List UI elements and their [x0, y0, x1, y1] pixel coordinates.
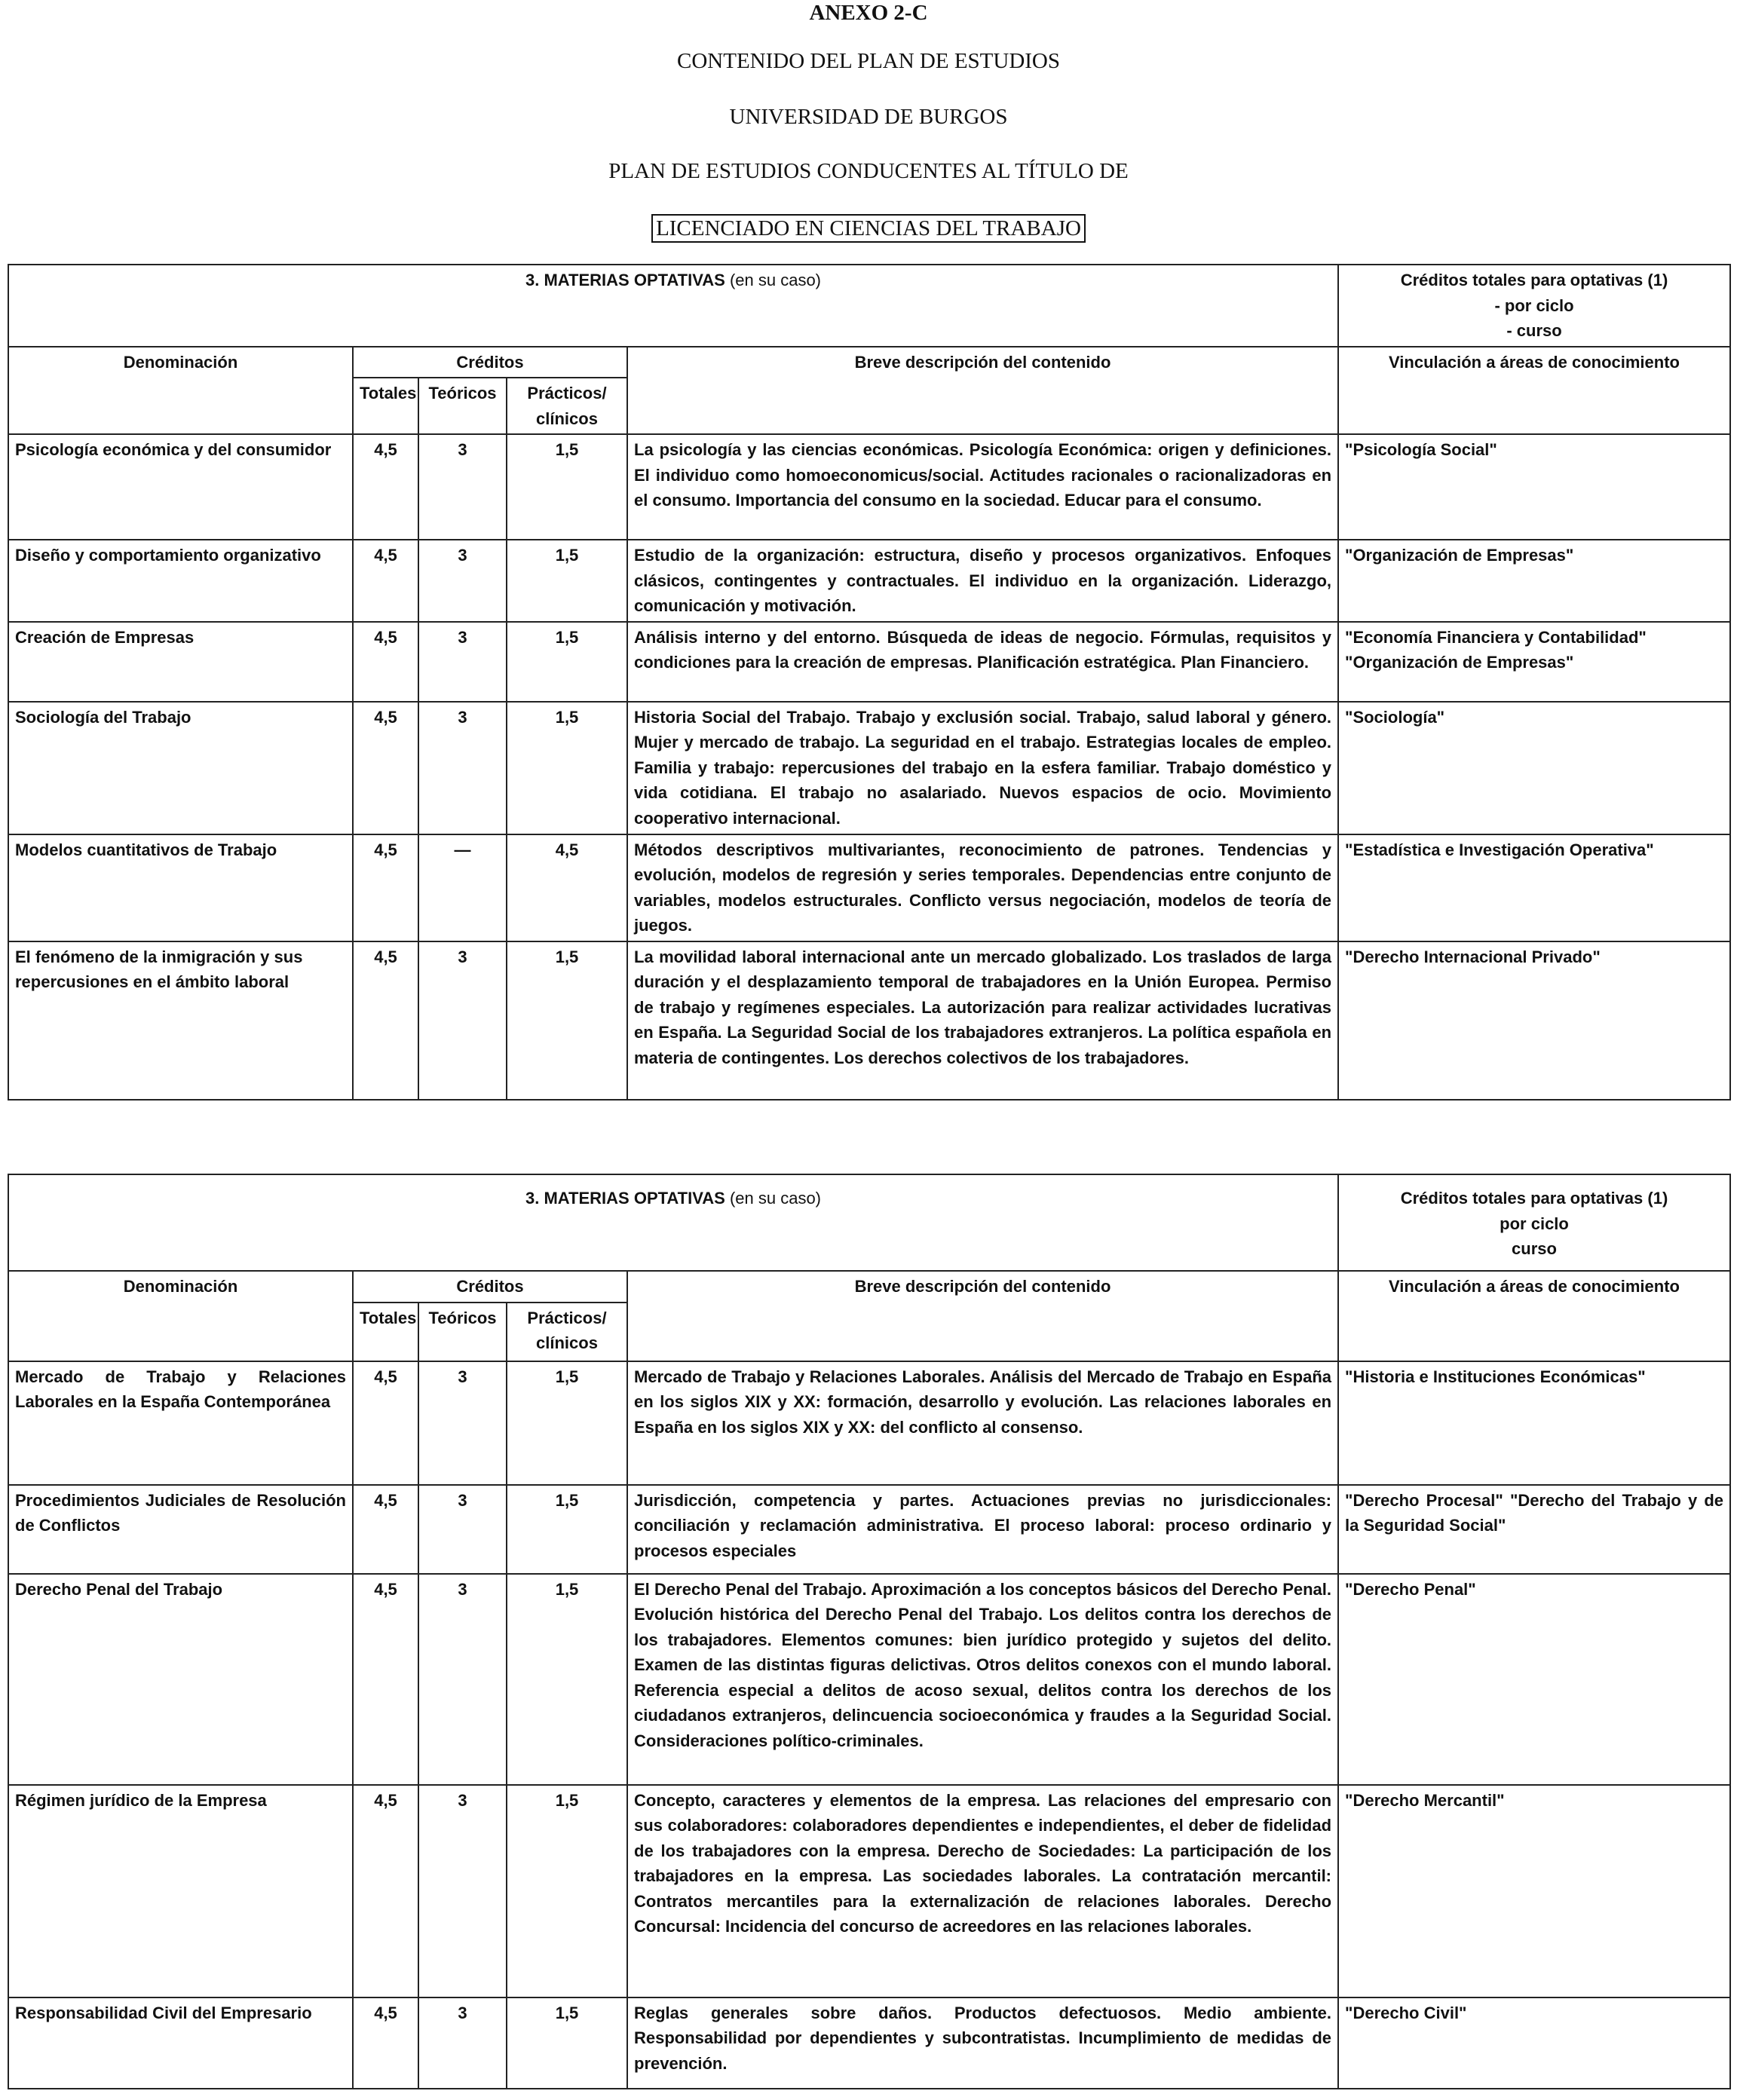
knowledge-area: "Economía Financiera y Contabilidad" "Organización de Empresas"	[1338, 622, 1730, 702]
subject-name: El fenómeno de la inmigración y sus repercusiones en el ámbito laboral	[8, 941, 353, 1100]
credits-theory: 3	[418, 1785, 507, 1997]
col-credits-header: Créditos	[353, 347, 627, 378]
credits-total: 4,5	[353, 1997, 418, 2089]
col-total-header: Totales	[353, 378, 418, 434]
optional-subjects-table-2	[8, 1174, 1731, 2089]
table-row	[8, 941, 1730, 1100]
table-title: 3. MATERIAS OPTATIVAS (en su caso)	[8, 265, 1338, 347]
credits-theory: 3	[418, 1574, 507, 1785]
subject-description: La movilidad laboral internacional ante un mercado globalizado. Los traslados de larga duración y el desplazamiento temporal de trabajadores en la Unión Europea. Permiso de trabajo y regímenes especiales. La autorización para realizar actividades lucrativas en España. La Seguridad Social de los trabajadores extranjeros. La política española en materia de contingentes. Los derechos colectivos de los trabajadores.	[627, 941, 1338, 1100]
subject-description: Estudio de la organización: estructura, diseño y procesos organizativos. Enfoques clásicos, contingentes y contractuales. El individuo en la organización. Liderazgo, comunicación y motivación.	[627, 540, 1338, 622]
subject-name: Creación de Empresas	[8, 622, 353, 702]
subject-description: Jurisdicción, competencia y partes. Actuaciones previas no jurisdiccionales: conciliación y reclamación administrativa. El proceso laboral: proceso ordinario y procesos especiales	[627, 1485, 1338, 1574]
credits-practice: 1,5	[507, 1785, 627, 1997]
col-practice-header: Prácticos/ clínicos	[507, 378, 627, 434]
knowledge-area: "Derecho Procesal" "Derecho del Trabajo y de la Seguridad Social"	[1338, 1485, 1730, 1574]
university-name: UNIVERSIDAD DE BURGOS	[729, 105, 1008, 129]
subject-description: El Derecho Penal del Trabajo. Aproximación a los conceptos básicos del Derecho Penal. Evolución histórica del Derecho Penal del Trabajo. Los delitos contra los derechos de los trabajadores. Elementos comunes: bien jurídico protegido y sujetos del delito. Examen de las distintas figuras delictivas. Otros delitos conexos con el mundo laboral. Referencia especial a delitos de acoso sexual, delitos contra los derechos de los ciudadanos extranjeros, delincuencia socioeconómica y fraudes a la Seguridad Social. Consideraciones político-criminales.	[627, 1574, 1338, 1785]
credits-total: 4,5	[353, 622, 418, 702]
table-row	[8, 1485, 1730, 1574]
table-title: 3. MATERIAS OPTATIVAS (en su caso)	[8, 1174, 1338, 1271]
col-total-header: Totales	[353, 1303, 418, 1361]
credits-practice: 1,5	[507, 1574, 627, 1785]
credits-practice: 1,5	[507, 1997, 627, 2089]
table-row	[8, 1574, 1730, 1785]
col-practice-header: Prácticos/ clínicos	[507, 1303, 627, 1361]
credits-total-header: Créditos totales para optativas (1) por ciclo curso	[1338, 1174, 1730, 1271]
col-area-header: Vinculación a áreas de conocimiento	[1338, 347, 1730, 435]
table-row	[8, 622, 1730, 702]
credits-total: 4,5	[353, 1361, 418, 1485]
credits-practice: 1,5	[507, 941, 627, 1100]
subject-name: Sociología del Trabajo	[8, 702, 353, 834]
table-row	[8, 834, 1730, 941]
table-title-row	[8, 265, 1730, 347]
table-row	[8, 702, 1730, 834]
credits-practice: 1,5	[507, 702, 627, 834]
knowledge-area: "Psicología Social"	[1338, 434, 1730, 540]
annex-label: ANEXO 2-C	[809, 1, 928, 25]
credits-total: 4,5	[353, 1485, 418, 1574]
knowledge-area: "Derecho Penal"	[1338, 1574, 1730, 1785]
credits-theory: —	[418, 834, 507, 941]
col-theory-header: Teóricos	[418, 1303, 507, 1361]
credits-total: 4,5	[353, 434, 418, 540]
optional-subjects-table-1	[8, 264, 1731, 1101]
credits-practice: 1,5	[507, 434, 627, 540]
subject-description: Análisis interno y del entorno. Búsqueda de ideas de negocio. Fórmulas, requisitos y condiciones para la creación de empresas. Planificación estratégica. Plan Financiero.	[627, 622, 1338, 702]
knowledge-area: "Estadística e Investigación Operativa"	[1338, 834, 1730, 941]
credits-theory: 3	[418, 941, 507, 1100]
subject-description: La psicología y las ciencias económicas. Psicología Económica: origen y definiciones. El individuo como homoeconomicus/social. Actitudes racionales o racionalizadoras en el consumo. Importancia del consumo en la sociedad. Educar para el consumo.	[627, 434, 1338, 540]
table-row	[8, 434, 1730, 540]
table-row	[8, 540, 1730, 622]
credits-total: 4,5	[353, 1574, 418, 1785]
subject-name: Modelos cuantitativos de Trabajo	[8, 834, 353, 941]
credits-total: 4,5	[353, 1785, 418, 1997]
table-title-row	[8, 1174, 1730, 1271]
degree-title: LICENCIADO EN CIENCIAS DEL TRABAJO	[651, 214, 1086, 243]
credits-total: 4,5	[353, 834, 418, 941]
subject-description: Concepto, caracteres y elementos de la empresa. Las relaciones del empresario con sus colaboradores: colaboradores dependientes e independientes, el deber de fidelidad de los trabajadores con la empresa. Derecho de Sociedades: La participación de los trabajadores en la empresa. Las sociedades laborales. La contratación mercantil: Contratos mercantiles para la externalización de relaciones laborales. Derecho Concursal: Incidencia del concurso de acreedores en las relaciones laborales.	[627, 1785, 1338, 1997]
subject-name: Diseño y comportamiento organizativo	[8, 540, 353, 622]
knowledge-area: "Organización de Empresas"	[1338, 540, 1730, 622]
col-description-header: Breve descripción del contenido	[627, 1271, 1338, 1361]
subject-description: Métodos descriptivos multivariantes, reconocimiento de patrones. Tendencias y evolución, modelos de regresión y series temporales. Dependencias entre conjunto de variables, modelos estructurales. Conflicto versus negociación, modelos de teoría de juegos.	[627, 834, 1338, 941]
subject-name: Derecho Penal del Trabajo	[8, 1574, 353, 1785]
table-row	[8, 1785, 1730, 1997]
credits-total: 4,5	[353, 540, 418, 622]
knowledge-area: "Historia e Instituciones Económicas"	[1338, 1361, 1730, 1485]
credits-practice: 1,5	[507, 1361, 627, 1485]
plan-contents-title: CONTENIDO DEL PLAN DE ESTUDIOS	[677, 49, 1060, 73]
credits-theory: 3	[418, 702, 507, 834]
credits-total: 4,5	[353, 941, 418, 1100]
credits-total: 4,5	[353, 702, 418, 834]
credits-practice: 1,5	[507, 622, 627, 702]
credits-practice: 4,5	[507, 834, 627, 941]
col-area-header: Vinculación a áreas de conocimiento	[1338, 1271, 1730, 1361]
col-name-header: Denominación	[8, 1271, 353, 1361]
subject-description: Reglas generales sobre daños. Productos defectuosos. Medio ambiente. Responsabilidad por dependientes y subcontratistas. Incumplimiento de medidas de prevención.	[627, 1997, 1338, 2089]
col-name-header: Denominación	[8, 347, 353, 435]
subject-description: Historia Social del Trabajo. Trabajo y exclusión social. Trabajo, salud laboral y género. Mujer y mercado de trabajo. La seguridad en el trabajo. Estrategias locales de empleo. Familia y trabajo: repercusiones del trabajo en la esfera familiar. Trabajo doméstico y vida cotidiana. El trabajo no asalariado. Nuevos espacios de ocio. Movimiento cooperativo internacional.	[627, 702, 1338, 834]
credits-theory: 3	[418, 1997, 507, 2089]
degree-title-wrap	[0, 214, 1737, 243]
credits-practice: 1,5	[507, 1485, 627, 1574]
plan-title: PLAN DE ESTUDIOS CONDUCENTES AL TÍTULO DE	[608, 159, 1129, 183]
credits-practice: 1,5	[507, 540, 627, 622]
credits-theory: 3	[418, 1361, 507, 1485]
col-theory-header: Teóricos	[418, 378, 507, 434]
subject-name: Procedimientos Judiciales de Resolución de Conflictos	[8, 1485, 353, 1574]
credits-total-header: Créditos totales para optativas (1) - por ciclo - curso	[1338, 265, 1730, 347]
credits-theory: 3	[418, 540, 507, 622]
column-header-row	[8, 1271, 1730, 1303]
column-header-row	[8, 347, 1730, 378]
knowledge-area: "Sociología"	[1338, 702, 1730, 834]
table-row	[8, 1997, 1730, 2089]
credits-theory: 3	[418, 434, 507, 540]
subject-name: Mercado de Trabajo y Relaciones Laborales en la España Contemporánea	[8, 1361, 353, 1485]
knowledge-area: "Derecho Mercantil"	[1338, 1785, 1730, 1997]
subject-description: Mercado de Trabajo y Relaciones Laborales. Análisis del Mercado de Trabajo en España en los siglos XIX y XX: formación, desarrollo y evolución. Las relaciones laborales en España en los siglos XIX y XX: del conflicto al consenso.	[627, 1361, 1338, 1485]
knowledge-area: "Derecho Civil"	[1338, 1997, 1730, 2089]
subject-name: Responsabilidad Civil del Empresario	[8, 1997, 353, 2089]
col-credits-header: Créditos	[353, 1271, 627, 1303]
credits-theory: 3	[418, 1485, 507, 1574]
table-row	[8, 1361, 1730, 1485]
knowledge-area: "Derecho Internacional Privado"	[1338, 941, 1730, 1100]
col-description-header: Breve descripción del contenido	[627, 347, 1338, 435]
subject-name: Régimen jurídico de la Empresa	[8, 1785, 353, 1997]
subject-name: Psicología económica y del consumidor	[8, 434, 353, 540]
credits-theory: 3	[418, 622, 507, 702]
